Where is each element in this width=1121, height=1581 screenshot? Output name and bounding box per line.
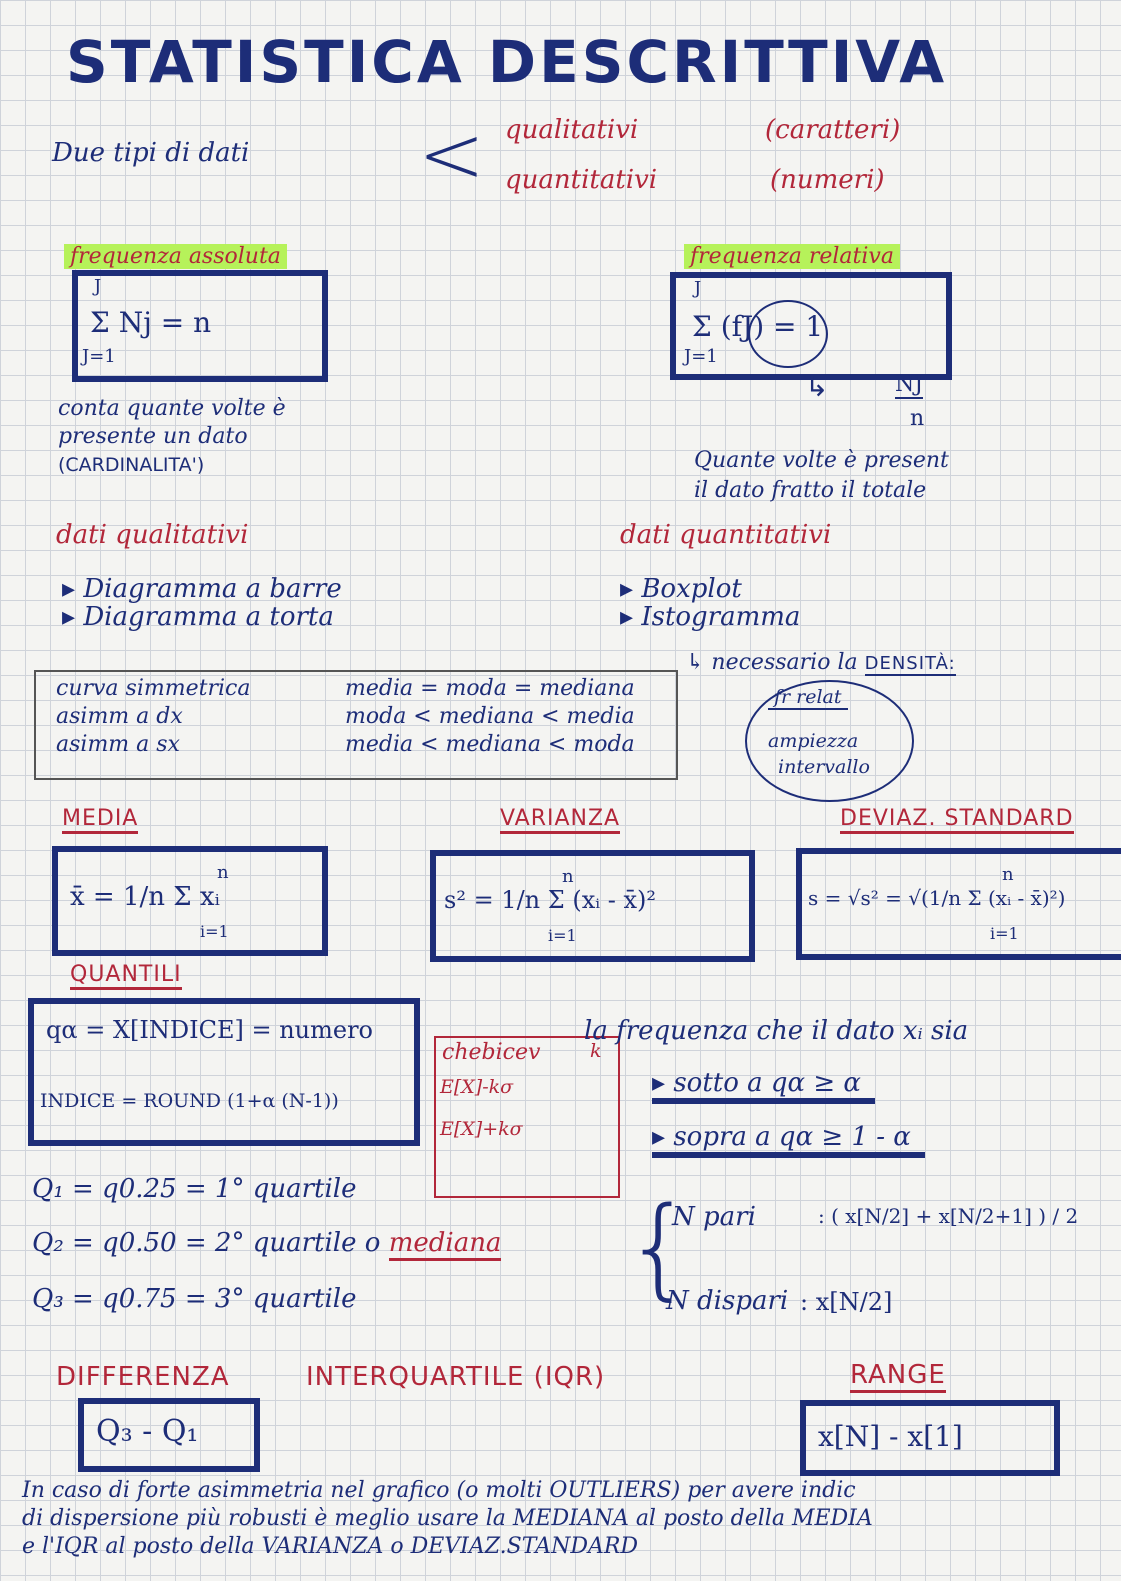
quartile-q2-keyword: mediana: [389, 1228, 502, 1261]
types-lead: Due tipi di dati: [52, 138, 250, 168]
curve-row-3-rule: media < mediana < moda: [345, 732, 635, 757]
curve-row-2-rule: moda < mediana < media: [345, 704, 635, 729]
range-heading: RANGE: [850, 1360, 946, 1393]
varianza-sum-bottom: i=1: [548, 926, 577, 945]
quartile-q2: [32, 1228, 501, 1258]
curve-row-2-label: asimm a dx: [56, 704, 183, 729]
qualitative-note: (caratteri): [765, 115, 901, 145]
median-odd-formula: : x[N/2]: [800, 1288, 893, 1316]
quartile-q1: Q₁ = q0.25 = 1° quartile: [32, 1174, 357, 1204]
varianza-sum-top: n: [562, 866, 574, 887]
quantili-line-2: INDICE = ROUND (1+α (N-1)): [40, 1090, 339, 1112]
qualitative-label: qualitativi: [505, 115, 639, 145]
page-title: STATISTICA DESCRITTIVA: [66, 28, 948, 96]
density-den-2: intervallo: [778, 756, 870, 778]
quant-data-item-1: ▸ Boxplot: [620, 574, 742, 604]
quant-data-heading: dati quantitativi: [620, 520, 832, 550]
quant-density-prefix: ↳ necessario la: [686, 650, 858, 675]
median-even-label: N pari: [672, 1202, 756, 1232]
curve-row-3-label: asimm a sx: [56, 732, 180, 757]
freq-abs-desc-2: presente un dato: [58, 424, 248, 449]
chebicev-line-1: E[X]-kσ: [440, 1076, 514, 1098]
freq-rel-desc-2: il dato fratto il totale: [694, 478, 927, 503]
freq-rel-frac-num: NJ: [895, 372, 924, 397]
freq-rel-formula: Σ (fJ) = 1: [692, 310, 824, 343]
freq-rel-sum-top: J: [694, 278, 702, 299]
median-brace-icon: {: [624, 1183, 694, 1311]
quantile-freq-intro: la frequenza che il dato xᵢ sia: [584, 1016, 969, 1046]
range-formula: x[N] - x[1]: [818, 1420, 963, 1453]
quantitative-note: (numeri): [770, 165, 885, 195]
quantili-heading: QUANTILI: [70, 962, 182, 990]
chebicev-title: chebicev: [442, 1040, 541, 1065]
freq-abs-heading: [64, 244, 287, 269]
freq-abs-sum-bottom: J=1: [82, 346, 116, 367]
freq-abs-sum-top: J: [94, 276, 102, 297]
chebicev-line-2: E[X]+kσ: [440, 1118, 523, 1140]
quant-density-note: [686, 650, 956, 675]
density-den-1: ampiezza: [768, 730, 859, 752]
median-odd-label: N dispari: [666, 1286, 789, 1316]
media-sum-top: n: [217, 862, 229, 883]
quartile-q2-prefix: Q₂ = q0.50 = 2° quartile o: [32, 1228, 381, 1258]
media-formula: x̄ = 1/n Σ xᵢ: [70, 882, 220, 912]
freq-abs-heading-text: frequenza assoluta: [64, 244, 287, 269]
freq-abs-desc-3: (CARDINALITA'): [58, 454, 205, 476]
footer-line-3: e l'IQR al posto della VARIANZA o DEVIAZ.STANDARD: [22, 1534, 639, 1559]
quantili-line-1: qα = X[INDICE] = numero: [46, 1016, 373, 1044]
varianza-heading: VARIANZA: [500, 806, 620, 834]
qual-data-heading: dati qualitativi: [56, 520, 249, 550]
footer-line-1: In caso di forte asimmetria nel grafico (o molti OUTLIERS) per avere indic: [22, 1478, 856, 1503]
quantile-below: ▸ sotto a qα ≥ α: [652, 1068, 875, 1104]
deviazione-sum-bottom: i=1: [990, 924, 1019, 943]
quartile-q3: Q₃ = q0.75 = 3° quartile: [32, 1284, 357, 1314]
median-even-formula: : ( x[N/2] + x[N/2+1] ) / 2: [818, 1204, 1079, 1228]
media-sum-bottom: i=1: [200, 922, 229, 941]
iqr-heading-a: DIFFERENZA: [56, 1362, 230, 1392]
freq-rel-arrow-icon: ↳: [805, 370, 829, 403]
deviazione-sum-top: n: [1002, 864, 1014, 885]
curve-row-1-rule: media = moda = mediana: [345, 676, 635, 701]
freq-rel-heading: [684, 244, 900, 269]
quantitative-label: quantitativi: [505, 165, 658, 195]
qual-data-item-1: ▸ Diagramma a barre: [62, 574, 342, 604]
freq-rel-desc-1: Quante volte è present: [694, 448, 949, 473]
quant-density-keyword: DENSITÀ:: [864, 653, 956, 674]
footer-line-2: di dispersione più robusti è meglio usare la MEDIANA al posto della MEDIA: [22, 1506, 873, 1531]
qual-data-item-2: ▸ Diagramma a torta: [62, 602, 334, 632]
quantile-above: ▸ sopra a qα ≥ 1 - α: [652, 1122, 925, 1158]
freq-abs-desc-1: conta quante volte è: [58, 396, 286, 421]
deviazione-heading: DEVIAZ. STANDARD: [840, 806, 1074, 834]
varianza-formula: s² = 1/n Σ (xᵢ - x̄)²: [444, 886, 656, 914]
density-num: fr relat: [768, 686, 848, 710]
deviazione-formula: s = √s² = √(1/n Σ (xᵢ - x̄)²): [808, 886, 1066, 910]
iqr-heading-b: INTERQUARTILE (IQR): [306, 1362, 606, 1392]
curve-row-1-label: curva simmetrica: [56, 676, 251, 701]
types-bracket: <: [418, 108, 486, 201]
freq-rel-frac-den: n: [910, 406, 925, 431]
freq-abs-formula: Σ Nj = n: [90, 306, 212, 339]
iqr-formula: Q₃ - Q₁: [96, 1414, 199, 1449]
quant-data-item-2: ▸ Istogramma: [620, 602, 800, 632]
freq-rel-heading-text: frequenza relativa: [684, 244, 900, 269]
chebicev-k: k: [590, 1040, 602, 1062]
freq-rel-circle: [748, 300, 828, 368]
media-heading: MEDIA: [62, 806, 138, 834]
freq-rel-sum-bottom: J=1: [684, 346, 718, 367]
